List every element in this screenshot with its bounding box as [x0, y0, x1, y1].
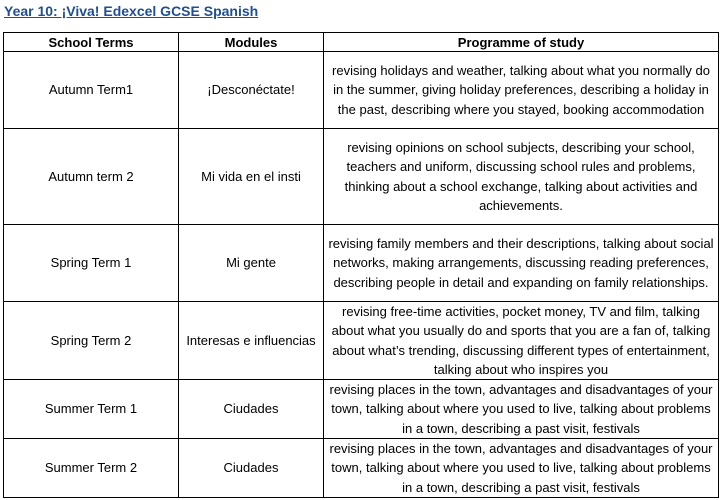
table-header-row — [4, 33, 719, 52]
programme-cell: revising free-time activities, pocket money, TV and film, talking about what you usually do and sports that you are a fan of, talking about what’s trending, discussing different types of entertainment, talking about who inspires you — [324, 302, 719, 380]
header-modules: Modules — [179, 33, 324, 52]
programme-cell: revising places in the town, advantages and disadvantages of your town, talking about where you used to live, talking about problems in a town, describing a past visit, festivals — [324, 439, 719, 498]
programme-cell: revising opinions on school subjects, describing your school, teachers and uniform, discussing school rules and problems, thinking about a school exchange, talking about activities and achievements. — [324, 129, 719, 225]
page-title: Year 10: ¡Viva! Edexcel GCSE Spanish — [4, 3, 259, 19]
term-cell: Autumn term 2 — [4, 129, 179, 225]
term-cell: Summer Term 2 — [4, 439, 179, 498]
term-cell: Autumn Term1 — [4, 52, 179, 129]
module-cell: Ciudades — [179, 380, 324, 439]
module-cell: Ciudades — [179, 439, 324, 498]
table-row — [4, 52, 719, 129]
term-cell: Spring Term 1 — [4, 225, 179, 302]
module-cell: Mi vida en el insti — [179, 129, 324, 225]
programme-cell: revising family members and their descriptions, talking about social networks, making arrangements, discussing reading preferences, describing people in detail and expanding on family relationships. — [324, 225, 719, 302]
table-row — [4, 439, 719, 498]
table-row — [4, 129, 719, 225]
module-cell: ¡Desconéctate! — [179, 52, 324, 129]
term-cell: Spring Term 2 — [4, 302, 179, 380]
term-cell: Summer Term 1 — [4, 380, 179, 439]
programme-table — [3, 32, 719, 498]
header-programme-of-study: Programme of study — [324, 33, 719, 52]
header-school-terms: School Terms — [4, 33, 179, 52]
table-row — [4, 225, 719, 302]
module-cell: Interesas e influencias — [179, 302, 324, 380]
table-row — [4, 380, 719, 439]
programme-cell: revising holidays and weather, talking about what you normally do in the summer, giving holiday preferences, describing a holiday in the past, describing where you stayed, booking accommodation — [324, 52, 719, 129]
table-row — [4, 302, 719, 380]
programme-cell: revising places in the town, advantages and disadvantages of your town, talking about where you used to live, talking about problems in a town, describing a past visit, festivals — [324, 380, 719, 439]
module-cell: Mi gente — [179, 225, 324, 302]
